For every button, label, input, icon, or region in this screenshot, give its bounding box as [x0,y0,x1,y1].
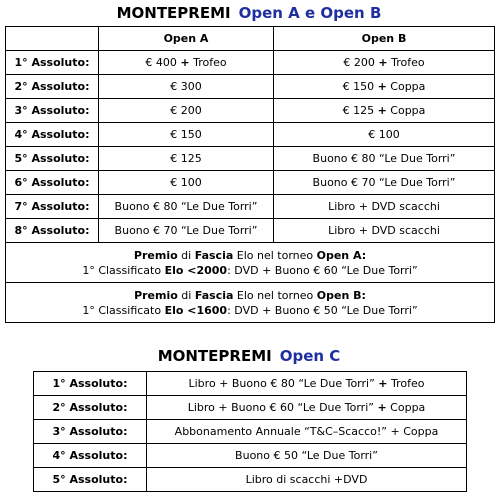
prize-text: € 150 [342,80,378,93]
open-a-prize [99,171,274,195]
fascia-note-row [6,243,495,283]
open-a-prize [99,195,274,219]
open-b-prize [274,171,495,195]
note-a-classificato: 1° Classificato [82,263,165,277]
place-label: 3° Assoluto: [6,99,99,123]
open-c-prize [147,420,467,444]
note-a-premio: Premio [133,248,178,262]
place-label: 2° Assoluto: [34,396,147,420]
open-b-prize [274,99,495,123]
note-a-text: Elo nel torneo [233,248,317,262]
header-row [6,27,495,51]
place-label: 5° Assoluto: [6,147,99,171]
note-b-classificato: 1° Classificato [82,303,165,317]
open-c-prize-table [33,371,467,492]
prize-row [6,99,495,123]
open-c-prize [147,468,467,492]
prize-text: Buono € 80 “Le Due Torri” [312,152,456,165]
open-a-prize [99,123,274,147]
note-b-fascia: Fascia [194,288,234,302]
prize-text: Libro + DVD scacchi [328,224,440,237]
prize-plus: + [377,401,387,414]
prize-row [34,372,467,396]
place-label: 5° Assoluto: [34,468,147,492]
place-label: 8° Assoluto: [6,219,99,243]
prize-extra: Trofeo [387,377,425,390]
prize-row [6,171,495,195]
place-label: 7° Assoluto: [6,195,99,219]
prize-text: Buono € 70 “Le Due Torri” [312,176,456,189]
place-label: 6° Assoluto: [6,171,99,195]
open-a-b-prize-table [5,26,495,323]
prize-text: € 400 [145,56,181,69]
open-b-prize [274,51,495,75]
prize-text: € 200 [343,56,379,69]
prize-text: € 125 [170,152,202,165]
prize-extra: Coppa [386,80,426,93]
prize-plus: + [378,377,388,390]
prize-text: € 125 [342,104,378,117]
prize-text: Buono € 70 “Le Due Torri” [114,224,258,237]
prize-extra: Coppa [386,104,426,117]
open-b-prize [274,123,495,147]
note-a-elo: Elo <2000 [164,263,228,277]
prize-row [6,219,495,243]
section-a-subtitle: Open A e Open B [238,4,382,22]
prize-text: € 100 [170,176,202,189]
prize-row [6,51,495,75]
open-b-prize [274,147,495,171]
fascia-note-open-a [6,243,495,283]
open-b-prize [274,75,495,99]
open-a-prize [99,219,274,243]
prize-text: € 300 [170,80,202,93]
note-b-open: Open B: [316,288,366,302]
prize-row [6,147,495,171]
note-a-open: Open A: [316,248,367,262]
note-b-di: di [177,288,195,302]
note-a-fascia: Fascia [194,248,234,262]
prize-plus: + [377,80,387,93]
prize-text: € 100 [368,128,400,141]
place-label: 1° Assoluto: [34,372,147,396]
prize-extra: Trofeo [189,56,227,69]
prize-plus: + [378,56,388,69]
open-a-prize [99,51,274,75]
prize-text: Libro + Buono € 60 “Le Due Torri” [187,401,378,414]
prize-text: Libro + Buono € 80 “Le Due Torri” [188,377,379,390]
section-a-title [0,4,498,22]
prize-extra: Coppa [386,401,426,414]
prize-text: Abbonamento Annuale “T&C–Scacco!” + Coppa [174,425,439,438]
place-label: 2° Assoluto: [6,75,99,99]
prize-plus: + [377,104,387,117]
note-b-prize: : DVD + Buono € 50 “Le Due Torri” [227,303,418,317]
header-open-b: Open B [274,27,495,51]
prize-extra: Trofeo [387,56,425,69]
place-label: 3° Assoluto: [34,420,147,444]
prize-row [6,195,495,219]
prize-row [6,75,495,99]
header-open-a: Open A [99,27,274,51]
prize-text: Buono € 50 “Le Due Torri” [235,449,378,462]
header-empty-cell [6,27,99,51]
open-b-prize [274,219,495,243]
prize-text: Libro di scacchi +DVD [245,473,368,486]
open-c-prize [147,444,467,468]
prize-text: Buono € 80 “Le Due Torri” [114,200,258,213]
note-a-prize: : DVD + Buono € 60 “Le Due Torri” [227,263,418,277]
section-c-title-text: MONTEPREMI [157,347,272,365]
prize-text: € 150 [170,128,202,141]
prize-plus: + [180,56,190,69]
open-a-prize [99,147,274,171]
prize-row [34,444,467,468]
prize-text: € 200 [170,104,202,117]
fascia-note-row [6,283,495,323]
place-label: 4° Assoluto: [6,123,99,147]
fascia-note-open-b [6,283,495,323]
note-b-premio: Premio [134,288,178,302]
section-a-title-text: MONTEPREMI [116,4,231,22]
place-label: 4° Assoluto: [34,444,147,468]
note-b-elo: Elo <1600 [164,303,228,317]
section-c-subtitle: Open C [279,347,341,365]
note-b-text: Elo nel torneo [233,288,317,302]
open-c-prize [147,396,467,420]
section-c-title [0,347,498,365]
prize-row [34,396,467,420]
open-b-prize [274,195,495,219]
prize-row [34,468,467,492]
open-a-prize [99,99,274,123]
prize-row [34,420,467,444]
open-a-prize [99,75,274,99]
note-a-di: di [177,248,195,262]
place-label: 1° Assoluto: [6,51,99,75]
prize-row [6,123,495,147]
open-c-prize [147,372,467,396]
prize-text: Libro + DVD scacchi [328,200,440,213]
